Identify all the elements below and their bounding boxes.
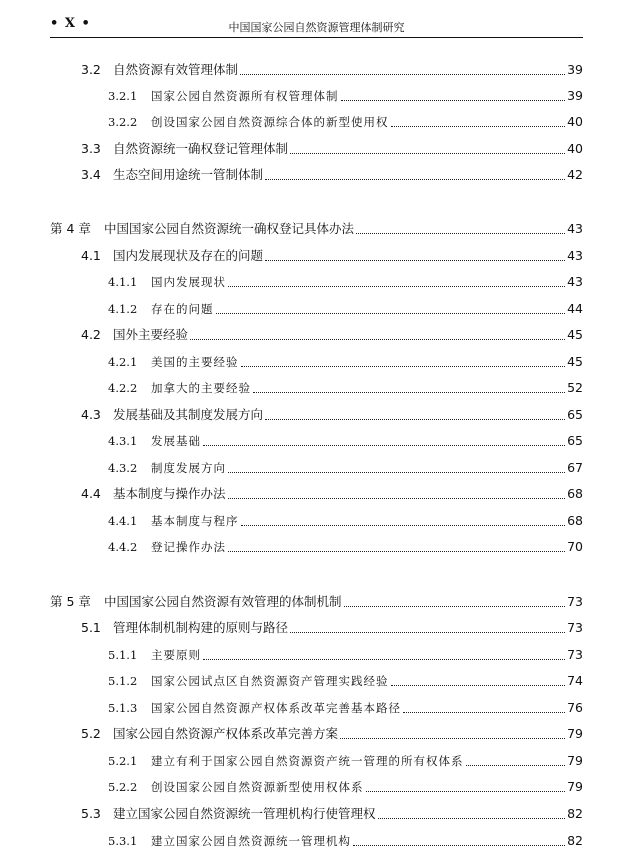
toc-entry-page: 44 bbox=[567, 301, 583, 316]
toc-entry-number: 5.2 bbox=[81, 726, 101, 741]
toc-entry[interactable] bbox=[0, 647, 583, 665]
toc-entry-title: 自然资源统一确权登记管理体制 bbox=[113, 141, 289, 156]
toc-entry-number: 5.2.2 bbox=[108, 780, 138, 794]
toc-entry[interactable] bbox=[0, 141, 583, 159]
toc-entry-title: 国家公园自然资源产权体系改革完善基本路径 bbox=[151, 701, 401, 715]
toc-entry[interactable] bbox=[0, 460, 583, 478]
toc-entry-title: 加拿大的主要经验 bbox=[151, 381, 251, 395]
toc-entry-number: 4.2.1 bbox=[108, 355, 138, 369]
toc-entry-title: 建立国家公园自然资源统一管理机构 bbox=[151, 834, 351, 848]
toc-entry-number: 4.2.2 bbox=[108, 381, 138, 395]
toc-leader-dots bbox=[356, 233, 565, 234]
toc-entry-page: 65 bbox=[567, 407, 583, 422]
toc-entry-page: 42 bbox=[567, 167, 583, 182]
toc-leader-dots bbox=[366, 791, 566, 792]
toc-entry[interactable] bbox=[0, 354, 583, 372]
toc-entry[interactable] bbox=[0, 833, 583, 851]
toc-entry[interactable] bbox=[0, 407, 583, 425]
toc-entry-title: 基本制度与操作办法 bbox=[113, 486, 226, 501]
toc-entry-page: 73 bbox=[567, 647, 583, 662]
toc-leader-dots bbox=[253, 392, 565, 393]
toc-entry-page: 73 bbox=[567, 620, 583, 635]
toc-entry[interactable] bbox=[0, 327, 583, 345]
toc-leader-dots bbox=[290, 632, 565, 633]
toc-entry-page: 45 bbox=[567, 354, 583, 369]
toc-entry-title: 中国国家公园自然资源统一确权登记具体办法 bbox=[104, 221, 355, 236]
toc-leader-dots bbox=[241, 525, 566, 526]
toc-entry-number: 4.2 bbox=[81, 327, 101, 342]
toc-entry-title: 制度发展方向 bbox=[151, 461, 226, 475]
header-title: 中国国家公园自然资源管理体制研究 bbox=[228, 21, 405, 34]
toc-entry[interactable] bbox=[0, 594, 583, 612]
toc-leader-dots bbox=[228, 286, 565, 287]
toc-entry-page: 70 bbox=[567, 539, 583, 554]
toc-entry-number: 5.1.1 bbox=[108, 648, 138, 662]
toc-leader-dots bbox=[190, 339, 565, 340]
toc-leader-dots bbox=[228, 472, 565, 473]
toc-entry-number: 4.1.1 bbox=[108, 275, 138, 289]
toc-entry-number: 5.1.3 bbox=[108, 701, 138, 715]
toc-entry-title: 国内发展现状 bbox=[151, 275, 226, 289]
toc-entry-title: 发展基础 bbox=[151, 434, 201, 448]
toc-entry-title: 发展基础及其制度发展方向 bbox=[113, 407, 264, 422]
toc-entry-number: 5.1 bbox=[81, 620, 101, 635]
toc-entry-number: 5.1.2 bbox=[108, 674, 138, 688]
toc-entry-page: 82 bbox=[567, 806, 583, 821]
toc-entry-page: 43 bbox=[567, 248, 583, 263]
toc-leader-dots bbox=[344, 606, 566, 607]
toc-entry-title: 建立有利于国家公园自然资源资产统一管理的所有权体系 bbox=[151, 754, 464, 768]
toc-entry-page: 40 bbox=[567, 114, 583, 129]
toc-leader-dots bbox=[240, 74, 565, 75]
toc-entry-page: 40 bbox=[567, 141, 583, 156]
toc-leader-dots bbox=[203, 445, 565, 446]
toc-entry-number: 3.2.1 bbox=[108, 89, 138, 103]
toc-entry-title: 创设国家公园自然资源新型使用权体系 bbox=[151, 780, 364, 794]
toc-leader-dots bbox=[290, 153, 565, 154]
toc-entry-number: 5.2.1 bbox=[108, 754, 138, 768]
toc-leader-dots bbox=[466, 765, 566, 766]
toc-entry[interactable] bbox=[0, 779, 583, 797]
toc-leader-dots bbox=[340, 738, 565, 739]
toc-entry[interactable] bbox=[0, 221, 583, 239]
toc-leader-dots bbox=[241, 366, 566, 367]
toc-entry[interactable] bbox=[0, 380, 583, 398]
toc-leader-dots bbox=[265, 179, 565, 180]
toc-entry-page: 73 bbox=[567, 594, 583, 609]
toc-entry[interactable] bbox=[0, 486, 583, 504]
toc-leader-dots bbox=[228, 551, 565, 552]
toc-leader-dots bbox=[265, 419, 565, 420]
toc-entry-title: 国家公园自然资源所有权管理体制 bbox=[151, 89, 339, 103]
toc-entry-title: 创设国家公园自然资源综合体的新型使用权 bbox=[151, 115, 389, 129]
toc-entry-page: 79 bbox=[567, 726, 583, 741]
toc-entry-page: 79 bbox=[567, 753, 583, 768]
toc-entry-number: 第 4 章 bbox=[50, 221, 91, 236]
header-mark: • X • bbox=[50, 16, 91, 31]
toc-entry-title: 国家公园自然资源产权体系改革完善方案 bbox=[113, 726, 339, 741]
toc-entry-title: 登记操作办法 bbox=[151, 540, 226, 554]
toc-entry-title: 生态空间用途统一管制体制 bbox=[113, 167, 264, 182]
toc-leader-dots bbox=[265, 260, 565, 261]
toc-entry-title: 存在的问题 bbox=[151, 302, 214, 316]
toc-entry[interactable] bbox=[0, 726, 583, 744]
toc-entry[interactable] bbox=[0, 806, 583, 824]
toc-entry-number: 3.2 bbox=[81, 62, 101, 77]
toc-entry-number: 4.1 bbox=[81, 248, 101, 263]
toc-leader-dots bbox=[341, 100, 566, 101]
toc-entry-page: 68 bbox=[567, 486, 583, 501]
toc-entry-title: 国外主要经验 bbox=[113, 327, 189, 342]
toc-entry-page: 39 bbox=[567, 62, 583, 77]
toc-entry-page: 43 bbox=[567, 274, 583, 289]
toc-entry[interactable] bbox=[0, 248, 583, 266]
toc-entry-page: 39 bbox=[567, 88, 583, 103]
toc-entry-title: 主要原则 bbox=[151, 648, 201, 662]
toc-entry-page: 68 bbox=[567, 513, 583, 528]
toc-entry[interactable] bbox=[0, 700, 583, 718]
toc-entry-title: 国内发展现状及存在的问题 bbox=[113, 248, 264, 263]
toc-entry-number: 3.3 bbox=[81, 141, 101, 156]
toc-entry-page: 67 bbox=[567, 460, 583, 475]
toc-entry-number: 4.4.2 bbox=[108, 540, 138, 554]
toc-entry-page: 74 bbox=[567, 673, 583, 688]
toc-entry-number: 4.3 bbox=[81, 407, 101, 422]
toc-entry[interactable] bbox=[0, 62, 583, 80]
toc-entry-title: 基本制度与程序 bbox=[151, 514, 239, 528]
toc-leader-dots bbox=[203, 659, 565, 660]
toc-entry-number: 第 5 章 bbox=[50, 594, 91, 609]
toc-entry-number: 4.4.1 bbox=[108, 514, 138, 528]
toc-entry-page: 65 bbox=[567, 433, 583, 448]
toc-entry-number: 4.4 bbox=[81, 486, 101, 501]
toc-entry[interactable] bbox=[0, 274, 583, 292]
toc-entry[interactable] bbox=[0, 88, 583, 106]
toc-entry[interactable] bbox=[0, 301, 583, 319]
toc-entry[interactable] bbox=[0, 753, 583, 771]
toc-entry-title: 自然资源有效管理体制 bbox=[113, 62, 239, 77]
toc-entry-page: 82 bbox=[567, 833, 583, 848]
toc-entry-title: 国家公园试点区自然资源资产管理实践经验 bbox=[151, 674, 389, 688]
toc-entry[interactable] bbox=[0, 433, 583, 451]
toc-leader-dots bbox=[228, 498, 566, 499]
toc-entry-page: 76 bbox=[567, 700, 583, 715]
toc-entry-page: 45 bbox=[567, 327, 583, 342]
toc-entry[interactable] bbox=[0, 620, 583, 638]
toc-entry-page: 52 bbox=[567, 380, 583, 395]
toc-entry-title: 管理体制机制构建的原则与路径 bbox=[113, 620, 289, 635]
toc-entry-number: 4.3.2 bbox=[108, 461, 138, 475]
toc-entry-title: 美国的主要经验 bbox=[151, 355, 239, 369]
toc-entry[interactable] bbox=[0, 114, 583, 132]
toc-entry-page: 43 bbox=[567, 221, 583, 236]
toc-leader-dots bbox=[391, 685, 566, 686]
running-header bbox=[50, 0, 583, 38]
toc-entry-number: 3.4 bbox=[81, 167, 101, 182]
toc-entry[interactable] bbox=[0, 539, 583, 557]
toc-entry[interactable] bbox=[0, 673, 583, 691]
toc-leader-dots bbox=[378, 818, 566, 819]
toc-entry-page: 79 bbox=[567, 779, 583, 794]
toc-entry-number: 3.2.2 bbox=[108, 115, 138, 129]
toc-entry-number: 4.3.1 bbox=[108, 434, 138, 448]
toc-entry[interactable] bbox=[0, 513, 583, 531]
toc-entry-number: 5.3.1 bbox=[108, 834, 138, 848]
toc-entry-number: 5.3 bbox=[81, 806, 101, 821]
toc-entry[interactable] bbox=[0, 167, 583, 185]
toc-entry-title: 中国国家公园自然资源有效管理的体制机制 bbox=[104, 594, 342, 609]
toc-leader-dots bbox=[353, 845, 565, 846]
toc-entry-number: 4.1.2 bbox=[108, 302, 138, 316]
toc-entry-title: 建立国家公园自然资源统一管理机构行使管理权 bbox=[113, 806, 376, 821]
toc-leader-dots bbox=[391, 126, 566, 127]
toc-leader-dots bbox=[403, 712, 565, 713]
toc-leader-dots bbox=[216, 313, 566, 314]
